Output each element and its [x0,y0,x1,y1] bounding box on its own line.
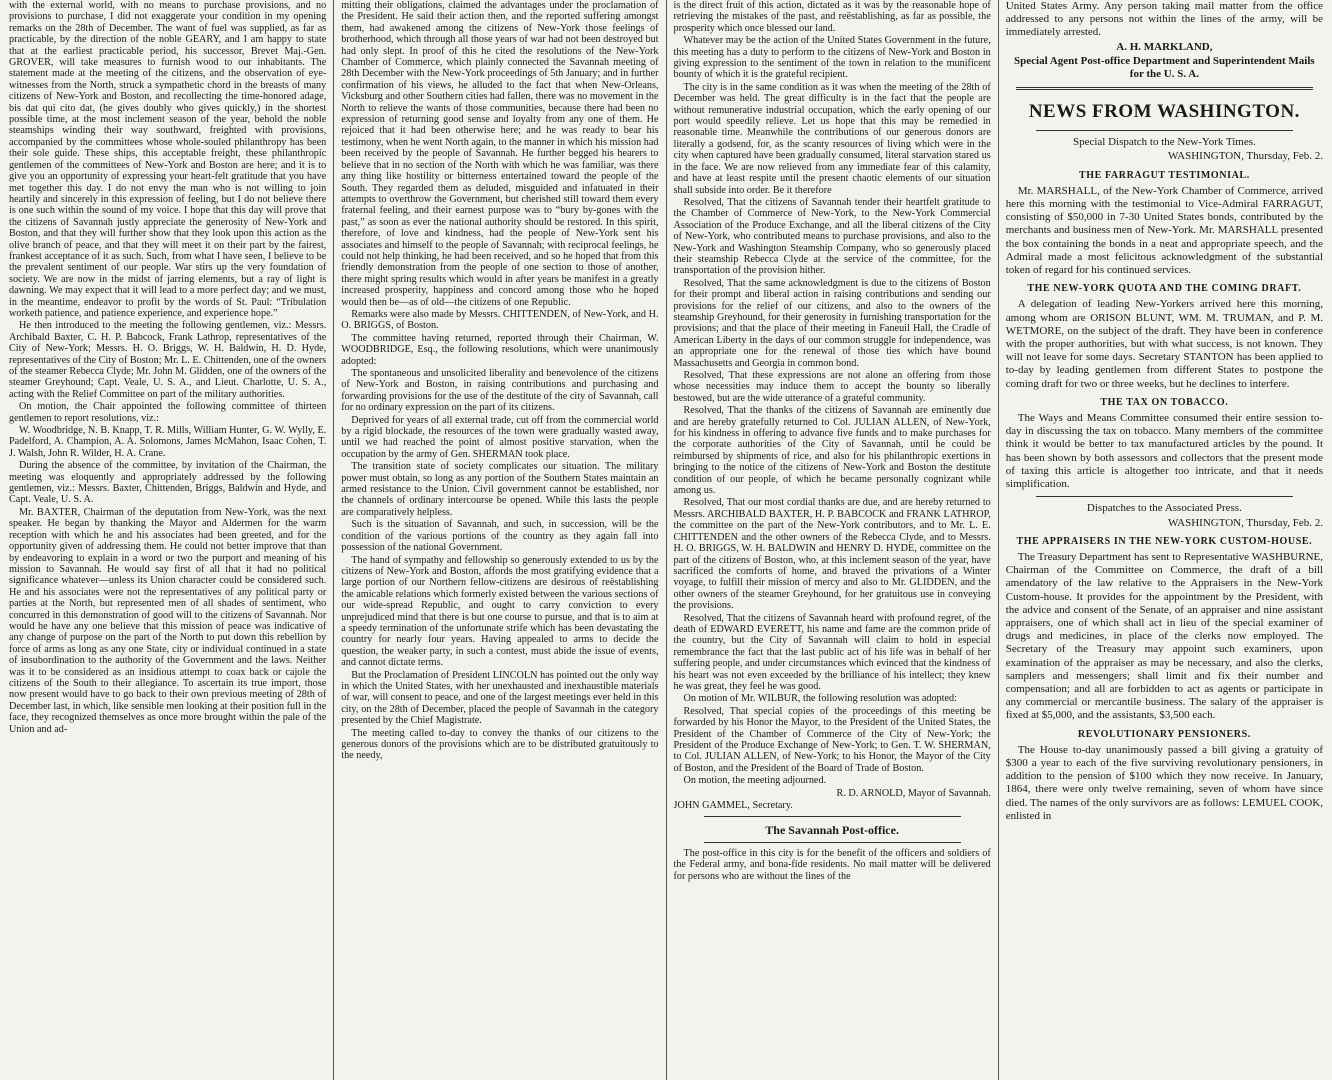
paragraph: United States Army. Any person taking mail matter from the office addressed to any persons not within the lines of the army, will be immediately arrested. [1005,0,1323,39]
paragraph: Remarks were also made by Messrs. CHITTENDEN, of New-York, and H. O. BRIGGS, of Boston. [341,308,659,332]
paragraph: He then introduced to the meeting the following gentlemen, viz.: Messrs. Archibald Baxter, C. H. P. Babcock, Frank Lathrop, representatives of the City of New-York; Messrs. H. O. Briggs, W. H. Baldwin, H. D. Hyde, representatives of the City of Boston; Mr. L. E. Chittenden, one of the owners of the steamer Rebecca Clyde; Mr. John M. Glidden, one of the owners of the steamer Greyhound; Capt. Veale, U. S. A., and Lieut. Charlotte, U. S. A., acting with the Relief Committee on part of the military authorities. [9,320,327,400]
paragraph: The committee having returned, reported through their Chairman, W. WOODBRIDGE, Esq., the following resolutions, which were unanimously adopted: [341,332,659,367]
paragraph: The post-office in this city is for the benefit of the officers and soldiers of the Federal army, and bona-fide residents. No mail matter will be delivered for persons who are without the lines of the [673,847,991,882]
paragraph: W. Woodbridge, N. B. Knapp, T. R. Mills, William Hunter, G. W. Wylly, E. Padelford, A. Champion, A. A. Solomons, James McMahon, Isaac Cohen, T. J. Walsh, John R. Wilder, H. A. Crane. [9,425,327,459]
section-divider [704,842,961,843]
paragraph: A delegation of leading New-Yorkers arrived here this morning, among whom are ORISON BLUNT, WM. M. TRUMAN, and P. M. WETMORE, on the subject of the draft. They have been in conference with the proper authorities, but with what success, is not known. They will not leave for some days. Secretary STANTON has been applied to to-day by leading gentlemen from different States to postpone the coming draft for two or three weeks, but he declines to interfere. [1005,298,1323,390]
paragraph: On motion, the Chair appointed the following committee of thirteen gentlemen to report resolutions, viz.: [9,401,327,424]
dateline: WASHINGTON, Thursday, Feb. 2. [1167,516,1323,529]
paragraph: During the absence of the committee, by invitation of the Chairman, the meeting was eloquently and appropriately addressed by the following gentlemen, viz.: Messrs. Baxter, Chittenden, Briggs, Baldwin and Hyde, and Capt. Veale, U. S. A. [9,460,327,506]
resolution: Resolved, That these expressions are not alone an offering from those whose necessities may induce them to accept the bounty so liberally bestowed, but are the wide utterance of a grateful community. [673,370,991,404]
signature-title: Special Agent Post-office Department and Superintendent Mails for the U. S. A. [1014,54,1315,81]
section-divider [704,816,961,817]
paragraph: The city is in the same condition as it was when the meeting of the 28th of December was held. The great difficulty is in the fact that the people are without remunerative industrial occupation, which the early opening of our port would speedily relieve. Let us hope that this may be remedied in reasonable time. Meanwhile the contributions of our generous donors are literally a godsend, for, as the scanty resources of living which were in the city when captured have been gradually consumed, literal starvation stared us in the face. We are now relieved from any immediate fear of this calamity, and have at least respite until the present chaotic elements of our situation shall subside into order. Be it therefore [673,81,991,196]
dispatch-heading: Dispatches to the Associated Press. [1086,502,1242,515]
paragraph: mitting their obligations, claimed the advantages under the proclamation of the President. He said their action then, and the reported suffering amongst them, had awakened among the citizens of New-York those feelings of brotherhood, which through all those years of war had not been destroyed but had only slept. In proof of this he cited the resolutions of the New-York Chamber of Commerce, which plainly connected the Savannah meeting of 28th December with the New-York proceedings of 5th January; and in further confirmation of his views, he alluded to the fact that when New-Orleans, Vicksburg and other Southern cities had fallen, there was no movement in the North to relieve the wants of those communities, because there had been no expression of returning good sense and loyalty from any one of them. He rejoiced that it had been otherwise here; and he was ready to bear his testimony, when he went North again, to the manner in which his mission had been received by the people of Savannah. He further begged his hearers to believe that in no section of the North with which he was familiar, was there any thing like hostility or bitterness entertained toward the people of the South. They regarded them as deluded, misguided and infatuated in their attempts to overthrow the Government, but cherished still toward them every fraternal feeling, and their earnest purpose was to “bury by-gones with the past,” as soon as ever the national authority should be restored. In this spirit, therefore, of love and kindness, had the people of New-York sent his associates and himself to the people of Savannah; with reciprocal feelings, he could not help thinking, he had been received, and so he hoped that from this friendly demonstration from the people of one section to those of another, there might spring results which would in after years be manifest in a greatly increased prosperity, happiness and concord among those who he hoped would then be—as of old—the citizens of one Republic. [341,0,659,308]
paragraph: But the Proclamation of President LINCOLN has pointed out the only way in which the United States, with her unexhausted and inexhaustible materials of war, will consent to peace, and one of the largest meetings ever held in this city, on the 28th of December, placed the people of Savannah in the category presented by the Chief Magistrate. [341,669,659,727]
paragraph: The meeting called to-day to convey the thanks of our citizens to the generous donors of the provisions which are to be distributed gratuitously to the needy, [341,727,659,762]
resolution: Resolved, That the thanks of the citizens of Savannah are eminently due and are hereby gratefully returned to Col. JULIAN ALLEN, of New-York, for his kindness in offering to advance five funds and to make purchases for the corporate authorities of the City of Savannah, until he could be reimbursed by shipments of rice, and also for his philanthropic exertions in bringing to the notice of the citizens of New-York and Boston the destitute condition of our people, of which he became personally cognizant while among us. [673,405,991,497]
section-divider [1036,130,1293,131]
section-heading-post-office: The Savannah Post-office. [765,823,899,838]
headline-news-from-washington: NEWS FROM WASHINGTON. [1028,101,1300,123]
section-divider [1016,87,1313,90]
column-4 [998,0,1330,1080]
resolution: Resolved, That our most cordial thanks are due, and are hereby returned to Messrs. ARCHIBALD BAXTER, H. P. BABCOCK and FRANK LATHROP, the committee on the part of the New-York contributors, and to Mr. L. E. CHITTENDEN and the other owners of the Rebecca Clyde, and to Messrs. H. O. BRIGGS, W. H. BALDWIN and HENRY D. HYDE, committee on the part of the citizens of Boston, who, at this inclement season of the year, have sacrificed the comforts of home, and braved the privations of a Winter voyage, to fulfill their mission of mercy and also to Mr. GLIDDEN, and the other owners of the steamer Greyhound, for her gratuitous use in conveying the provisions. [673,497,991,612]
subheading: THE NEW-YORK QUOTA AND THE COMING DRAFT. [1027,283,1302,295]
dateline: WASHINGTON, Thursday, Feb. 2. [1167,150,1323,163]
paragraph: Whatever may be the action of the United States Government in the future, this meeting has a duty to perform to the citizens of New-York and Boston in giving expression to the sentiment of the town in relation to the munificent bounty of which it is the grateful recipient. [673,35,991,81]
paragraph: Such is the situation of Savannah, and such, in succession, will be the condition of the various portions of the country as they again fall into possession of the national Government. [341,519,659,554]
paragraph: The transition state of society complicates our situation. The military power must obtain, so long as any portion of the Southern States maintain an armed resistance to the Union. Civil government cannot be established, nor the channels of ordinary intercourse be opened. While this lasts the people are comparatively helpless. [341,461,659,518]
section-divider [1036,496,1293,497]
paragraph: is the direct fruit of this action, dictated as it was by the reasonable hope of retrieving the mistakes of the past, and reëstablishing, as far as possible, the prosperity which once blessed our land. [673,0,991,34]
subheading: THE TAX ON TOBACCO. [1100,396,1229,408]
column-2 [333,0,665,1080]
paragraph: On motion, the meeting adjourned. [683,775,827,787]
column-3 [666,0,998,1080]
paragraph: The hand of sympathy and fellowship so generously extended to us by the citizens of New-York and Boston, affords the most gratifying evidence that a large portion of our Northern fellow-citizens are desirous of reëstablishing the amicable relations which formerly existed between the various sections of our wide-spread Republic, and ought to carry conviction to every unprejudiced mind that there is but one course to pursue, and that is to aim at a speedy termination of the unfortunate strife which has been devastating the country for nearly four years. Having appealed to arms to decide the question, the weaker party, in such a contest, must abide the issue of events, and cannot dictate terms. [341,554,659,669]
column-1 [2,0,333,1080]
resolution: Resolved, That special copies of the proceedings of this meeting be forwarded by his Honor the Mayor, to the President of the United States, the President of the Chamber of Commerce of the City of New-York; the President of the Produce Exchange of New-York; to Gen. T. W. SHERMAN, to Col. JULIAN ALLEN, of New-York; to his Honor, the Mayor of the City of Boston, and the President of the Board of Trade of Boston. [673,705,991,774]
paragraph: Mr. MARSHALL, of the New-York Chamber of Commerce, arrived here this morning with the testimonial to Vice-Admiral FARRAGUT, consisting of $50,000 in 7-30 United States bonds, contributed by the merchants and business men of New-York. Mr. MARSHALL presented the box containing the bonds in a neat and appropriate speech, and the Admiral made a most felicitous acknowledgment of the substantial token of regard for his continued services. [1005,184,1323,277]
dispatch-heading: Special Dispatch to the New-York Times. [1072,136,1256,149]
subheading: THE FARRAGUT TESTIMONIAL. [1078,169,1250,181]
subheading: THE APPRAISERS IN THE NEW-YORK CUSTOM-HOUSE. [1016,535,1313,547]
paragraph: The Ways and Means Committee consumed their entire session to-day in discussing the tax on tobacco. Many members of the committee think it would be better to tax manufactured articles by the pound. It has been shown by both assessors and collectors that the present mode of taxing this article is altogether too intricate, and that it needs simplification. [1005,412,1323,491]
paragraph: The spontaneous and unsolicited liberality and benevolence of the citizens of New-York and Boston, in raising contributions and purchasing and forwarding provisions for the use of the destitute of the city of Savannah, call for no ordinary expression on the part of its citizens. [341,368,659,414]
signature-mayor: R. D. ARNOLD, Mayor of Savannah. [836,787,991,799]
paragraph: Mr. BAXTER, Chairman of the deputation from New-York, was the next speaker. He began by thanking the Mayor and Aldermen for the warm reception with which he and his associates had been greeted, and for the opportunity given of addressing them. He could not better improve that than by endeavoring to explain in a word or two the purport and meaning of his mission to Savannah. He would say first of all that it had no political significance whatever—unless its Union character could be considered such. He and his associates were not the representatives of any political party or parties at the North, but represented men of all shades of sentiment, who concurred in this demonstration of good will to the citizens of Savannah. Nor would he have any one believe that this mission of peace was indicative of any change of purpose on the part of the North to put down this rebellion by force of arms as long as any one State, city or individual continued in a state of insubordination to the authority of the Government and the laws. Neither was it to be considered as an insidious attempt to coax back or cajole the citizens of the South to their allegiance. To ascertain its true import, those now present would have to go back to their own previous meeting of 28th of December last, in which, like sensible men looking at their position full in the face, they recognized themselves as once more brought within the pale of the Union and ad- [9,506,327,735]
resolution: Resolved, That the citizens of Savannah tender their heartfelt gratitude to the Chamber of Commerce of New-York, to the New-York Commercial Association of the Produce Exchange, and all the liberal citizens of the City of New-York, who contributed means to purchase provisions, and also to the New-York and Washington Steamship Company, who so generously placed their steamship Rebecca Clyde at the service of the committee, for the transportation of the provision hither. [673,196,991,277]
signature-secretary: JOHN GAMMEL, Secretary. [673,800,793,812]
paragraph: The Treasury Department has sent to Representative WASHBURNE, Chairman of the Committee on Commerce, the draft of a bill amendatory of the law relative to the Appraisers in the New-York Custom-house. It provides for the appointment by the President, with the advice and consent of the Senate, of an appraiser and nine assistant appraisers, one of which shall act in lieu of the special examiner of drugs and medicines, in place of the clerks now employed. The Secretary of the Treasury may appoint such examiners, upon examination of the appraiser as may be necessary, and also the clerks, samplers and messengers; shall limit and fix their number and compensation; and all are forbidden to act as agents or participate in any commercial or mercantile business. The salary of the appraiser is fixed at $5,000, and the assistants, $3,500 each. [1005,550,1323,722]
resolution: Resolved, That the same acknowledgment is due to the citizens of Boston for their prompt and liberal action in raising contributions and sending our provisions for the relief of our citizens, and also to the owners of the steamship Greyhound, for their generosity in furnishing transportation for the provisions; and that the place of their meeting in Faneuil Hall, the Cradle of American Liberty in the days of our common struggle for independence, was an appropriate one for the renewal of those ties which have bound Massachusetts and Georgia in common bond. [673,277,991,369]
paragraph: The House to-day unanimously passed a bill giving a gratuity of $300 a year to each of the five surviving revolutionary pensioners, in addition to the pension of $100 which they now receive. In January, 1864, there were only twelve remaining, seven of whom have since died. The names of the only survivors are as follows: LEMUEL COOK, enlisted in [1005,743,1323,822]
resolution: Resolved, That the citizens of Savannah heard with profound regret, of the death of EDWARD EVERETT, his name and fame are the common pride of the country, but the City of Savannah will claim to hold in especial remembrance the fact that the last public act of his life was in behalf of her suffering people, and under circumstances which evinced that the kindness of his heart was not even exceeded by the brilliance of his intellect; they knew he was great, they feel he was good. [673,612,991,692]
paragraph: Deprived for years of all external trade, cut off from the commercial world by a rigid blockade, the resources of the town were gradually wasted away, until we had reached the point of almost positive starvation, when the occupation by the army of Gen. SHERMAN took place. [341,414,659,460]
subheading: REVOLUTIONARY PENSIONERS. [1077,728,1251,740]
paragraph: with the external world, with no means to purchase provisions, and no provisions to purchase, I did not exaggerate your condition in my opening remarks on the 28th of December. The want of fuel was supplied, as far as practicable, by the direction of the noble GEARY, and I am happy to state that at the earliest practicable period, his successor, Brevet Maj.-Gen. GROVER, will take measures to furnish wood to our inhabitants. The statement made at the meeting of the citizens, and the observation of eye-witnesses from the North, struck a sympathetic chord in the breasts of many citizens of New-York and Boston, and recollecting the time-honored adage, bis dat qui cito dat, (he gives doubly who gives quickly,) in the shortest possible time, at the most inclement season of the year, behold the noble steamships winding their way southward, freighted with provisions, accompanied by the committees whose whole-souled philanthropy has been their sole guide. These ships, this acceptable freight, these philanthropic gentlemen of the committees of New-York and Boston are here; and it is to give you an opportunity of expressing your heart-felt gratitude that you have met together this day. I do not envy the man who is not willing to join heartily and sincerely in this expression of feeling, but I do not believe there is one such within the sound of my voice. I hope that this day will prove that the citizens of Savannah justly appreciate the generosity of New-York and Boston, and that they will further show that they look upon this action as the olive branch of peace, and that they will meet it on their part by the fairest, frankest acceptance of it as such. Such, from what I have seen, I believe to be the prevalent sentiment of our people. War stirs up the very foundation of society. We are now in the midst of jarring elements, but a ray of light is dawning. We may expect that it will lead to a more perfect day; and we must, in the meantime, endeavor to profit by the words of St. Paul: “Tribulation worketh patience, and patience experience, and experience hope.” [9,0,327,319]
signature-name: A. H. MARKLAND, [1116,40,1213,53]
paragraph: On motion of Mr. WILBUR, the following resolution was adopted: [683,693,957,705]
